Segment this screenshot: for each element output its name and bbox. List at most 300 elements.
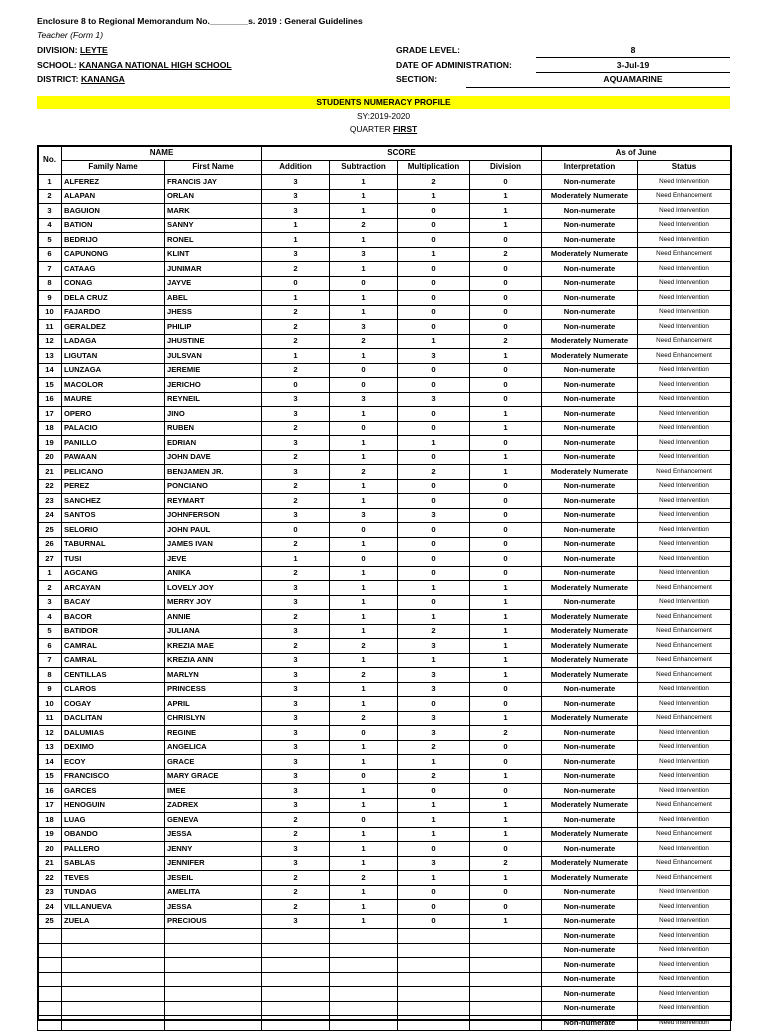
multiplication-score: 0	[398, 479, 470, 494]
addition-score: 2	[262, 450, 330, 465]
subtraction-score: 2	[330, 668, 398, 683]
row-no	[38, 958, 62, 973]
family-name	[62, 987, 165, 1002]
table-row	[38, 479, 731, 494]
col-division: Division	[470, 160, 542, 175]
multiplication-score: 2	[398, 740, 470, 755]
table-row	[38, 581, 731, 596]
table-row	[38, 276, 731, 291]
division-score: 0	[470, 479, 542, 494]
multiplication-score: 1	[398, 827, 470, 842]
first-name: SANNY	[165, 218, 262, 233]
family-name: DEXIMO	[62, 740, 165, 755]
section-underline	[466, 87, 730, 88]
status: Need Intervention	[638, 421, 731, 436]
family-name: SANCHEZ	[62, 494, 165, 509]
status: Need Intervention	[638, 407, 731, 422]
table-row	[38, 726, 731, 741]
addition-score: 2	[262, 885, 330, 900]
interpretation: Non-numerate	[542, 421, 638, 436]
multiplication-score: 0	[398, 900, 470, 915]
multiplication-score: 0	[398, 262, 470, 277]
family-name: PALLERO	[62, 842, 165, 857]
status: Need Enhancement	[638, 653, 731, 668]
interpretation: Non-numerate	[542, 305, 638, 320]
table-row	[38, 175, 731, 190]
addition-score: 3	[262, 842, 330, 857]
row-no: 12	[38, 726, 62, 741]
family-name: ALFEREZ	[62, 175, 165, 190]
interpretation: Moderately Numerate	[542, 711, 638, 726]
row-no: 15	[38, 378, 62, 393]
interpretation: Non-numerate	[542, 552, 638, 567]
first-name	[165, 943, 262, 958]
family-name	[62, 1016, 165, 1031]
table-header-row-2	[38, 160, 731, 175]
interpretation: Non-numerate	[542, 740, 638, 755]
row-no: 5	[38, 624, 62, 639]
multiplication-score: 1	[398, 798, 470, 813]
row-no: 11	[38, 320, 62, 335]
multiplication-score: 0	[398, 233, 470, 248]
addition-score: 2	[262, 363, 330, 378]
family-name: BATIDOR	[62, 624, 165, 639]
row-no: 20	[38, 842, 62, 857]
subtraction-score: 3	[330, 247, 398, 262]
status: Need Intervention	[638, 595, 731, 610]
division-score: 0	[470, 175, 542, 190]
first-name: KREZIA MAE	[165, 639, 262, 654]
status: Need Enhancement	[638, 610, 731, 625]
table-row	[38, 610, 731, 625]
table-row	[38, 305, 731, 320]
addition-score: 2	[262, 639, 330, 654]
table-row	[38, 639, 731, 654]
subtraction-score: 1	[330, 856, 398, 871]
multiplication-score: 3	[398, 639, 470, 654]
row-no: 18	[38, 813, 62, 828]
family-name: PANILLO	[62, 436, 165, 451]
interpretation: Moderately Numerate	[542, 610, 638, 625]
subtraction-score: 1	[330, 827, 398, 842]
addition-score: 3	[262, 740, 330, 755]
interpretation: Non-numerate	[542, 392, 638, 407]
division-row	[37, 45, 108, 55]
family-name: HENOGUIN	[62, 798, 165, 813]
subtraction-score	[330, 958, 398, 973]
first-name: AMELITA	[165, 885, 262, 900]
division-score: 0	[470, 552, 542, 567]
status: Need Enhancement	[638, 827, 731, 842]
status: Need Intervention	[638, 566, 731, 581]
first-name: JESSA	[165, 827, 262, 842]
first-name: JAYVE	[165, 276, 262, 291]
interpretation: Non-numerate	[542, 769, 638, 784]
family-name: ZUELA	[62, 914, 165, 929]
family-name: PALACIO	[62, 421, 165, 436]
row-no: 11	[38, 711, 62, 726]
status: Need Enhancement	[638, 711, 731, 726]
multiplication-score: 2	[398, 769, 470, 784]
table-row	[38, 247, 731, 262]
addition-score: 2	[262, 262, 330, 277]
division-score: 1	[470, 813, 542, 828]
addition-score: 3	[262, 392, 330, 407]
division-score: 1	[470, 581, 542, 596]
division-score: 1	[470, 189, 542, 204]
status: Need Intervention	[638, 972, 731, 987]
row-no: 14	[38, 363, 62, 378]
interpretation: Moderately Numerate	[542, 189, 638, 204]
row-no: 7	[38, 653, 62, 668]
row-no	[38, 929, 62, 944]
division-score: 0	[470, 291, 542, 306]
addition-score: 3	[262, 436, 330, 451]
first-name: ORLAN	[165, 189, 262, 204]
division-score: 0	[470, 842, 542, 857]
grade-label: GRADE LEVEL:	[396, 45, 460, 55]
row-no: 5	[38, 233, 62, 248]
status: Need Enhancement	[638, 856, 731, 871]
multiplication-score: 0	[398, 552, 470, 567]
subtraction-score: 1	[330, 291, 398, 306]
table-row	[38, 436, 731, 451]
multiplication-score: 1	[398, 189, 470, 204]
status: Need Intervention	[638, 682, 731, 697]
interpretation: Moderately Numerate	[542, 653, 638, 668]
interpretation: Non-numerate	[542, 1001, 638, 1016]
table-row	[38, 1001, 731, 1016]
table-row	[38, 900, 731, 915]
division-score: 2	[470, 247, 542, 262]
subtraction-score: 1	[330, 349, 398, 364]
first-name: MERRY JOY	[165, 595, 262, 610]
first-name: MARLYN	[165, 668, 262, 683]
interpretation: Non-numerate	[542, 682, 638, 697]
table-body	[38, 175, 731, 1031]
enclosure-line: Enclosure 8 to Regional Memorandum No.________s. 2019 : General Guidelines	[37, 16, 363, 26]
subtraction-score: 2	[330, 871, 398, 886]
row-no: 1	[38, 566, 62, 581]
col-no: No.	[38, 146, 62, 175]
subtraction-score: 1	[330, 653, 398, 668]
row-no: 21	[38, 465, 62, 480]
subtraction-score: 2	[330, 334, 398, 349]
subtraction-score: 2	[330, 465, 398, 480]
multiplication-score: 2	[398, 465, 470, 480]
addition-score: 1	[262, 218, 330, 233]
first-name: JAMES IVAN	[165, 537, 262, 552]
row-no: 6	[38, 247, 62, 262]
first-name: EDRIAN	[165, 436, 262, 451]
division-score: 0	[470, 697, 542, 712]
row-no: 22	[38, 871, 62, 886]
interpretation: Moderately Numerate	[542, 349, 638, 364]
addition-score: 3	[262, 595, 330, 610]
multiplication-score: 1	[398, 247, 470, 262]
addition-score: 2	[262, 871, 330, 886]
table-row	[38, 914, 731, 929]
division-score: 1	[470, 218, 542, 233]
addition-score	[262, 987, 330, 1002]
row-no: 16	[38, 784, 62, 799]
table-row	[38, 566, 731, 581]
interpretation: Moderately Numerate	[542, 668, 638, 683]
interpretation: Non-numerate	[542, 885, 638, 900]
col-interpretation: Interpretation	[542, 160, 638, 175]
family-name: CLAROS	[62, 682, 165, 697]
subtraction-score: 3	[330, 508, 398, 523]
first-name: JENNY	[165, 842, 262, 857]
addition-score: 3	[262, 465, 330, 480]
family-name: GERALDEZ	[62, 320, 165, 335]
row-no: 17	[38, 407, 62, 422]
division-score: 1	[470, 798, 542, 813]
table-row	[38, 668, 731, 683]
interpretation: Moderately Numerate	[542, 581, 638, 596]
addition-score: 3	[262, 204, 330, 219]
interpretation: Non-numerate	[542, 537, 638, 552]
table-row	[38, 943, 731, 958]
multiplication-score: 0	[398, 276, 470, 291]
addition-score: 2	[262, 813, 330, 828]
family-name: MACOLOR	[62, 378, 165, 393]
first-name	[165, 1016, 262, 1031]
family-name: SANTOS	[62, 508, 165, 523]
addition-score: 1	[262, 349, 330, 364]
status: Need Enhancement	[638, 639, 731, 654]
row-no: 9	[38, 291, 62, 306]
division-score: 0	[470, 682, 542, 697]
subtraction-score: 3	[330, 392, 398, 407]
table-row	[38, 624, 731, 639]
row-no: 2	[38, 581, 62, 596]
addition-score	[262, 943, 330, 958]
multiplication-score: 3	[398, 508, 470, 523]
col-status: Status	[638, 160, 731, 175]
first-name: CHRISLYN	[165, 711, 262, 726]
division-score	[470, 987, 542, 1002]
addition-score: 2	[262, 334, 330, 349]
table-row	[38, 349, 731, 364]
division-score: 1	[470, 465, 542, 480]
first-name: ANGELICA	[165, 740, 262, 755]
table-row	[38, 334, 731, 349]
status: Need Intervention	[638, 885, 731, 900]
division-label: DIVISION:	[37, 45, 78, 55]
multiplication-score: 0	[398, 291, 470, 306]
first-name: JULIANA	[165, 624, 262, 639]
row-no: 24	[38, 900, 62, 915]
subtraction-score: 1	[330, 697, 398, 712]
district-row	[37, 74, 125, 84]
family-name: TUNDAG	[62, 885, 165, 900]
subtraction-score: 2	[330, 639, 398, 654]
addition-score	[262, 972, 330, 987]
interpretation: Non-numerate	[542, 943, 638, 958]
division-score	[470, 1016, 542, 1031]
status: Need Intervention	[638, 842, 731, 857]
table-row	[38, 392, 731, 407]
multiplication-score: 3	[398, 682, 470, 697]
addition-score: 3	[262, 755, 330, 770]
status: Need Intervention	[638, 1001, 731, 1016]
col-group-asof: As of June	[542, 146, 731, 161]
subtraction-score: 1	[330, 682, 398, 697]
status: Need Enhancement	[638, 334, 731, 349]
division-score	[470, 943, 542, 958]
addition-score: 1	[262, 291, 330, 306]
table-row	[38, 320, 731, 335]
addition-score: 3	[262, 784, 330, 799]
table-row	[38, 697, 731, 712]
multiplication-score: 3	[398, 349, 470, 364]
division-score: 0	[470, 900, 542, 915]
first-name: BENJAMEN JR.	[165, 465, 262, 480]
subtraction-score: 0	[330, 523, 398, 538]
first-name	[165, 1001, 262, 1016]
table-row	[38, 552, 731, 567]
subtraction-score: 1	[330, 755, 398, 770]
interpretation: Non-numerate	[542, 436, 638, 451]
addition-score	[262, 958, 330, 973]
addition-score: 3	[262, 856, 330, 871]
first-name: JUNIMAR	[165, 262, 262, 277]
interpretation: Non-numerate	[542, 363, 638, 378]
subtraction-score: 0	[330, 552, 398, 567]
multiplication-score: 0	[398, 494, 470, 509]
interpretation: Non-numerate	[542, 204, 638, 219]
row-no: 13	[38, 349, 62, 364]
division-score: 1	[470, 668, 542, 683]
row-no	[38, 943, 62, 958]
table-row	[38, 885, 731, 900]
status: Need Intervention	[638, 233, 731, 248]
table-row	[38, 508, 731, 523]
family-name: COGAY	[62, 697, 165, 712]
profile-banner: STUDENTS NUMERACY PROFILE	[37, 96, 730, 109]
first-name: ABEL	[165, 291, 262, 306]
status: Need Intervention	[638, 740, 731, 755]
subtraction-score: 1	[330, 537, 398, 552]
table-row	[38, 813, 731, 828]
addition-score: 3	[262, 653, 330, 668]
status: Need Intervention	[638, 320, 731, 335]
family-name: BEDRIJO	[62, 233, 165, 248]
table-row	[38, 682, 731, 697]
family-name: ALAPAN	[62, 189, 165, 204]
interpretation: Non-numerate	[542, 508, 638, 523]
table-row	[38, 407, 731, 422]
family-name: TEVES	[62, 871, 165, 886]
subtraction-score: 1	[330, 842, 398, 857]
division-score: 2	[470, 856, 542, 871]
row-no: 4	[38, 610, 62, 625]
row-no: 1	[38, 175, 62, 190]
addition-score: 2	[262, 900, 330, 915]
family-name: SABLAS	[62, 856, 165, 871]
multiplication-score	[398, 972, 470, 987]
school-row	[37, 60, 232, 70]
first-name: JULSVAN	[165, 349, 262, 364]
table-row	[38, 871, 731, 886]
table-header-row-1	[38, 146, 731, 161]
first-name: IMEE	[165, 784, 262, 799]
addition-score: 0	[262, 378, 330, 393]
first-name: LOVELY JOY	[165, 581, 262, 596]
row-no: 9	[38, 682, 62, 697]
status: Need Intervention	[638, 479, 731, 494]
division-score: 2	[470, 726, 542, 741]
addition-score: 3	[262, 581, 330, 596]
status: Need Intervention	[638, 276, 731, 291]
subtraction-score: 1	[330, 407, 398, 422]
table-row	[38, 856, 731, 871]
division-score: 0	[470, 320, 542, 335]
first-name: GENEVA	[165, 813, 262, 828]
first-name: JOHNFERSON	[165, 508, 262, 523]
subtraction-score: 1	[330, 784, 398, 799]
addition-score	[262, 929, 330, 944]
row-no: 12	[38, 334, 62, 349]
multiplication-score: 1	[398, 436, 470, 451]
family-name: GARCES	[62, 784, 165, 799]
family-name	[62, 929, 165, 944]
status: Need Intervention	[638, 363, 731, 378]
status: Need Intervention	[638, 436, 731, 451]
table-row	[38, 972, 731, 987]
multiplication-score: 1	[398, 813, 470, 828]
family-name: BACOR	[62, 610, 165, 625]
subtraction-score: 0	[330, 378, 398, 393]
family-name: LIGUTAN	[62, 349, 165, 364]
subtraction-score: 0	[330, 363, 398, 378]
multiplication-score: 2	[398, 624, 470, 639]
interpretation: Non-numerate	[542, 784, 638, 799]
table-row	[38, 450, 731, 465]
subtraction-score: 2	[330, 218, 398, 233]
first-name: JESEIL	[165, 871, 262, 886]
interpretation: Non-numerate	[542, 320, 638, 335]
status: Need Intervention	[638, 392, 731, 407]
col-addition: Addition	[262, 160, 330, 175]
family-name: MAURE	[62, 392, 165, 407]
subtraction-score: 1	[330, 436, 398, 451]
subtraction-score: 1	[330, 175, 398, 190]
addition-score: 2	[262, 827, 330, 842]
row-no: 4	[38, 218, 62, 233]
table-row	[38, 958, 731, 973]
multiplication-score	[398, 943, 470, 958]
row-no: 7	[38, 262, 62, 277]
subtraction-score	[330, 929, 398, 944]
division-score: 1	[470, 624, 542, 639]
multiplication-score: 0	[398, 204, 470, 219]
first-name: JINO	[165, 407, 262, 422]
subtraction-score: 1	[330, 204, 398, 219]
interpretation: Moderately Numerate	[542, 465, 638, 480]
first-name: PRECIOUS	[165, 914, 262, 929]
multiplication-score: 0	[398, 407, 470, 422]
status: Need Intervention	[638, 769, 731, 784]
interpretation: Non-numerate	[542, 450, 638, 465]
first-name: FRANCIS JAY	[165, 175, 262, 190]
subtraction-score: 0	[330, 769, 398, 784]
interpretation: Non-numerate	[542, 276, 638, 291]
interpretation: Non-numerate	[542, 175, 638, 190]
family-name: LUAG	[62, 813, 165, 828]
school-value: KANANGA NATIONAL HIGH SCHOOL	[79, 60, 232, 70]
